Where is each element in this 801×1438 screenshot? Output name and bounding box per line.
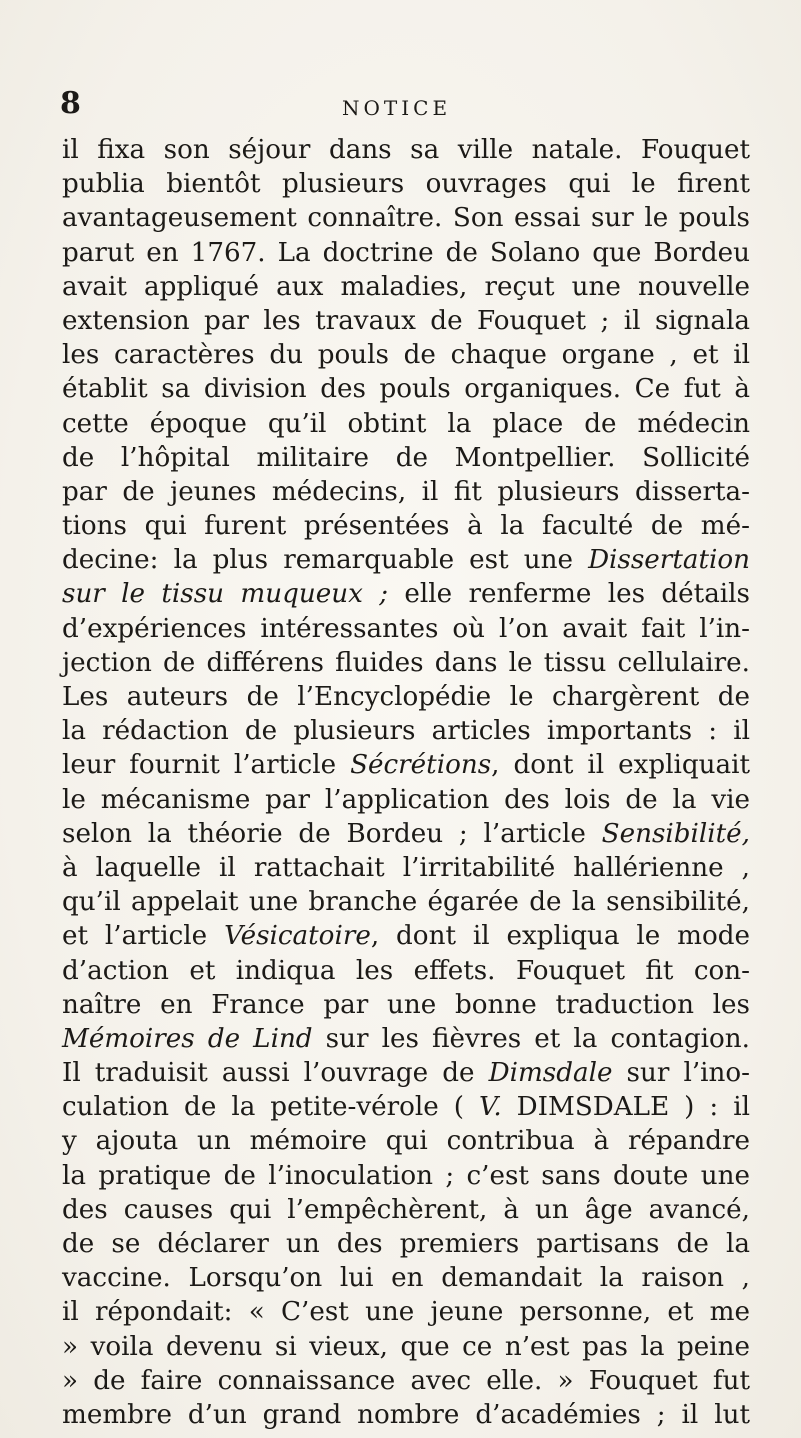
text-segment: DIMSDALE ) : il: [501, 1092, 750, 1123]
text-line: [62, 612, 750, 646]
text-segment: y ajouta un mémoire qui contribua à répandre: [62, 1126, 750, 1157]
text-segment: d’expériences intéressantes où l’on avait fait l’in-: [62, 613, 750, 644]
text-line: [62, 543, 750, 577]
text-line: [62, 1398, 750, 1432]
text-line: [62, 133, 750, 167]
text-line: [62, 1193, 750, 1227]
text-segment: les caractères du pouls de chaque organe , et il: [62, 340, 750, 371]
text-line: [62, 1022, 750, 1056]
text-segment: sur l’ino-: [612, 1058, 750, 1089]
text-line: [62, 885, 750, 919]
text-line: [62, 270, 750, 304]
italic-text: Mémoires de Lind: [62, 1023, 313, 1054]
running-head: NOTICE: [342, 96, 452, 120]
text-line: [62, 338, 750, 372]
text-line: [62, 577, 750, 611]
italic-text: Sensibilité,: [601, 818, 750, 849]
text-segment: et l’article: [62, 921, 225, 952]
italic-text: sur le tissu muqueux ;: [62, 579, 389, 610]
text-line: [62, 304, 750, 338]
text-line: [62, 680, 750, 714]
italic-text: Vésicatoire: [224, 921, 371, 952]
text-line: [62, 441, 750, 475]
text-line: [62, 167, 750, 201]
text-segment: publia bientôt plusieurs ouvrages qui le firent: [62, 169, 750, 200]
text-segment: vaccine. Lorsqu’on lui en demandait la raison ,: [62, 1263, 750, 1294]
text-line: [62, 988, 750, 1022]
text-segment: , dont il expliquait: [491, 750, 750, 781]
text-segment: decine: la plus remarquable est une: [62, 545, 589, 576]
text-segment: selon la théorie de Bordeu ; l’article: [62, 818, 602, 849]
text-segment: d’action et indiqua les effets. Fouquet fit con-: [62, 955, 750, 986]
text-segment: avait appliqué aux maladies, reçut une nouvelle: [62, 271, 750, 302]
text-line: [62, 919, 750, 953]
text-segment: Il traduisit aussi l’ouvrage de: [62, 1058, 489, 1089]
italic-text: Sécrétions: [350, 750, 492, 781]
text-segment: elle renferme les détails: [388, 579, 750, 610]
text-segment: le mécanisme par l’application des lois de la vie: [62, 784, 750, 815]
text-segment: tions qui furent présentées à la faculté de mé-: [62, 511, 750, 542]
italic-text: Dissertation: [588, 545, 750, 576]
text-line: [62, 475, 750, 509]
text-segment: membre d’un grand nombre d’académies ; il lut: [62, 1399, 750, 1430]
text-line: [62, 783, 750, 817]
text-segment: de l’hôpital militaire de Montpellier. Sollicité: [62, 442, 750, 473]
body-text: [62, 133, 750, 1432]
text-segment: naître en France par une bonne traduction les: [62, 989, 750, 1020]
text-segment: qu’il appelait une branche égarée de la sensibilité,: [62, 887, 750, 918]
text-segment: culation de la petite-vérole (: [62, 1092, 480, 1123]
text-segment: la rédaction de plusieurs articles importants : il: [62, 716, 750, 747]
text-segment: » de faire connaissance avec elle. » Fouquet fut: [62, 1365, 750, 1396]
text-line: [62, 1295, 750, 1329]
page-number: 8: [60, 86, 81, 121]
text-line: [62, 201, 750, 235]
text-segment: , dont il expliqua le mode: [370, 921, 750, 952]
text-line: [62, 1124, 750, 1158]
text-segment: par de jeunes médecins, il fit plusieurs disserta-: [62, 476, 750, 507]
text-segment: établit sa division des pouls organiques. Ce fut à: [62, 374, 750, 405]
text-segment: avantageusement connaître. Son essai sur le pouls: [62, 203, 750, 234]
text-segment: extension par les travaux de Fouquet ; il signala: [62, 305, 750, 336]
italic-text: V.: [479, 1092, 502, 1123]
text-line: [62, 646, 750, 680]
text-line: [62, 236, 750, 270]
text-line: [62, 1056, 750, 1090]
text-segment: de se déclarer un des premiers partisans de la: [62, 1229, 750, 1259]
text-segment: Les auteurs de l’Encyclopédie le chargèrent de: [62, 682, 750, 712]
text-line: [62, 748, 750, 782]
text-segment: il répondait: « C’est une jeune personne, et me: [62, 1297, 750, 1328]
text-line: [62, 509, 750, 543]
text-segment: leur fournit l’article: [62, 750, 351, 781]
text-segment: parut en 1767. La doctrine de Solano que Bordeu: [62, 237, 750, 268]
text-line: [62, 1090, 750, 1124]
text-line: [62, 372, 750, 406]
text-line: [62, 1330, 750, 1364]
text-line: [62, 954, 750, 988]
text-line: [62, 1227, 750, 1261]
text-line: [62, 1159, 750, 1193]
text-segment: sur les fièvres et la contagion.: [312, 1023, 750, 1054]
text-segment: » voila devenu si vieux, que ce n’est pas la peine: [62, 1331, 750, 1362]
text-segment: cette époque qu’il obtint la place de médecin: [62, 408, 750, 439]
text-line: [62, 817, 750, 851]
text-segment: à laquelle il rattachait l’irritabilité hallérienne ,: [62, 852, 750, 883]
text-line: [62, 714, 750, 748]
text-line: [62, 851, 750, 885]
page-header: [56, 84, 746, 124]
text-segment: il fixa son séjour dans sa ville natale. Fouquet: [62, 135, 750, 165]
italic-text: Dimsdale: [488, 1058, 613, 1089]
text-segment: la pratique de l’inoculation ; c’est sans doute une: [62, 1160, 750, 1191]
text-line: [62, 407, 750, 441]
text-line: [62, 1261, 750, 1295]
text-line: [62, 1364, 750, 1398]
text-segment: jection de différens fluides dans le tissu cellulaire.: [62, 647, 750, 678]
text-segment: des causes qui l’empêchèrent, à un âge avancé,: [62, 1194, 750, 1225]
